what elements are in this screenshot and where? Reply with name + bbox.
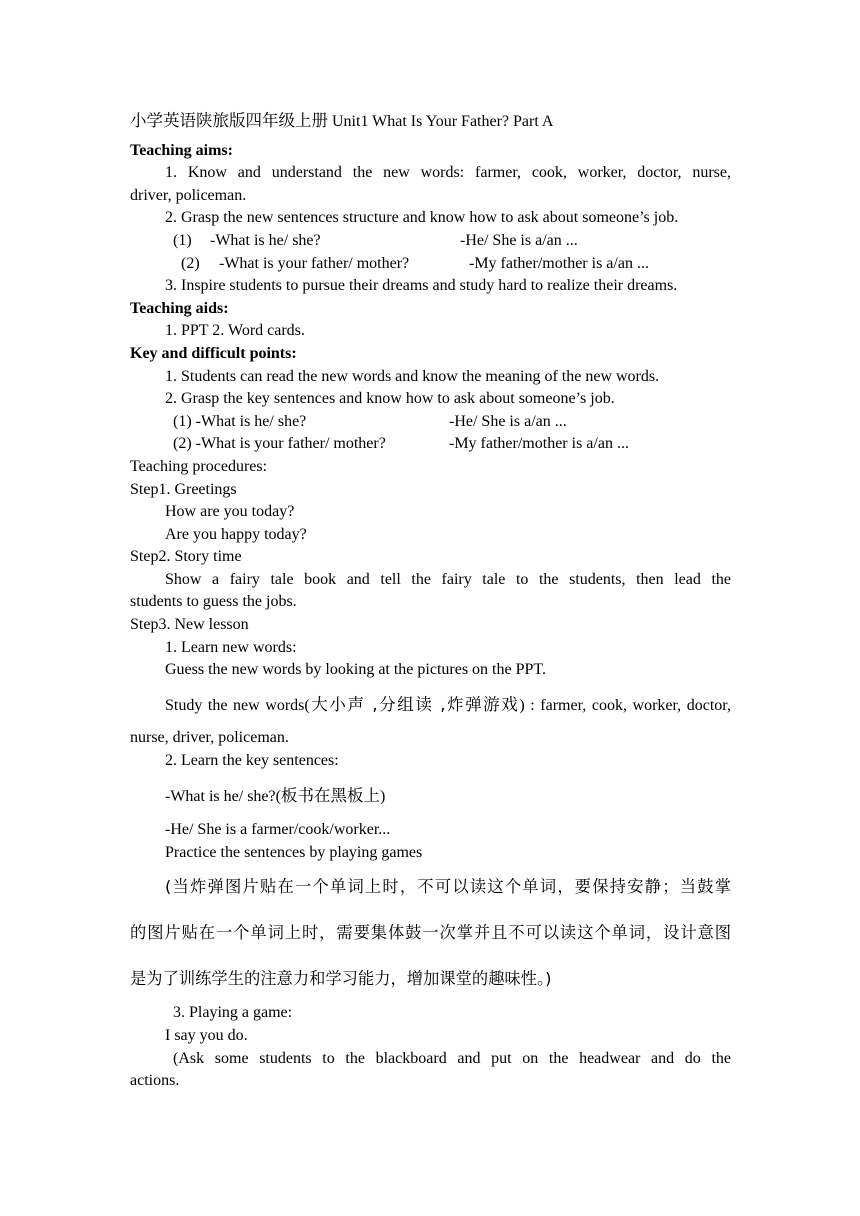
aim-pair-1 [130, 230, 731, 253]
aim-1-line-1: 1. Know and understand the new words: farmer, cook, worker, doctor, nurse, [165, 164, 731, 182]
question-suffix: ) [379, 787, 386, 805]
document-title [130, 110, 731, 134]
step-1-line-1: How are you today? [165, 503, 295, 521]
aim-pair-1-num: (1) [173, 231, 192, 249]
teaching-aids-line: 1. PPT 2. Word cards. [165, 322, 305, 340]
aim-2: 2. Grasp the new sentences structure and know how to ask about someone’s job. [165, 209, 679, 227]
step-1-line-2: Are you happy today? [165, 525, 307, 543]
title-zh: 小学英语陕旅版四年级上册 [130, 111, 328, 130]
answer-line: -He/ She is a farmer/cook/worker... [165, 821, 391, 839]
aim-pair-2-answer: -My father/mother is a/an ... [469, 254, 649, 272]
aim-pair-2-question: -What is your father/ mother? [219, 254, 410, 272]
study-prefix: Study the new words( [165, 696, 310, 714]
step-3-heading: Step3. New lesson [130, 616, 249, 634]
playing-game: 3. Playing a game: [173, 1004, 293, 1022]
learn-new-words: 1. Learn new words: [165, 638, 297, 656]
practice-line: Practice the sentences by playing games [165, 843, 423, 861]
chinese-note-line-2: 的图片贴在一个单词上时，需要集体鼓一次掌并且不可以读这个单词，设计意图 [130, 923, 731, 943]
chinese-note [130, 864, 731, 1002]
aim-pair-2 [130, 253, 731, 276]
key-point-1: 1. Students can read the new words and know the meaning of the new words. [165, 367, 660, 385]
study-zh: 大小声 ,分组读 ,炸弹游戏 [309, 694, 520, 714]
key-pair-2-answer: -My father/mother is a/an ... [449, 435, 629, 453]
key-pair-2-question: (2) -What is your father/ mother? [173, 435, 386, 453]
ask-line-1: (Ask some students to the blackboard and put on the headwear and do the [173, 1049, 731, 1067]
key-points-heading: Key and difficult points: [130, 344, 297, 362]
title-en: Unit1 What Is Your Father? Part A [332, 113, 554, 130]
aim-3: 3. Inspire students to pursue their dreams and study hard to realize their dreams. [165, 277, 678, 295]
key-pair-2 [130, 433, 731, 456]
aim-pair-2-num: (2) [181, 254, 200, 272]
aim-pair-1-question: -What is he/ she? [210, 231, 321, 249]
study-line-2: nurse, driver, policeman. [130, 729, 289, 747]
document-page [130, 110, 731, 1093]
study-line-1 [130, 694, 731, 718]
key-pair-1-answer: -He/ She is a/an ... [449, 412, 567, 430]
aim-pair-1-answer: -He/ She is a/an ... [460, 231, 578, 249]
key-pair-1 [130, 411, 731, 434]
question-prefix: -What is he/ she?( [165, 787, 281, 805]
i-say-you-do: I say you do. [165, 1027, 248, 1044]
teaching-aims-heading: Teaching aims: [130, 141, 233, 159]
learn-key-sentences: 2. Learn the key sentences: [165, 752, 339, 770]
chinese-note-line-3: 是为了训练学生的注意力和学习能力，增加课堂的趣味性。) [130, 969, 552, 989]
step-2-line-1: Show a fairy tale book and tell the fairy tale to the students, then lead the [165, 570, 731, 588]
key-point-2: 2. Grasp the key sentences and know how to ask about someone’s job. [165, 390, 615, 408]
aim-1-line-2: driver, policeman. [130, 186, 247, 204]
guess-line: Guess the new words by looking at the pictures on the PPT. [165, 661, 546, 679]
study-suffix: ) : farmer, cook, worker, doctor, [519, 696, 731, 714]
chinese-note-line-1: (当炸弹图片贴在一个单词上时，不可以读这个单词，要保持安静；当鼓掌 [165, 877, 731, 897]
step-2-line-2: students to guess the jobs. [130, 593, 297, 611]
question-line [130, 785, 731, 809]
question-zh: 板书在黑板上 [280, 785, 380, 805]
step-2-heading: Step2. Story time [130, 548, 242, 566]
procedures-heading: Teaching procedures: [130, 457, 268, 475]
ask-line-2: actions. [130, 1072, 180, 1090]
key-pair-1-question: (1) -What is he/ she? [173, 412, 307, 430]
teaching-aids-heading: Teaching aids: [130, 299, 229, 317]
step-1-heading: Step1. Greetings [130, 480, 237, 498]
